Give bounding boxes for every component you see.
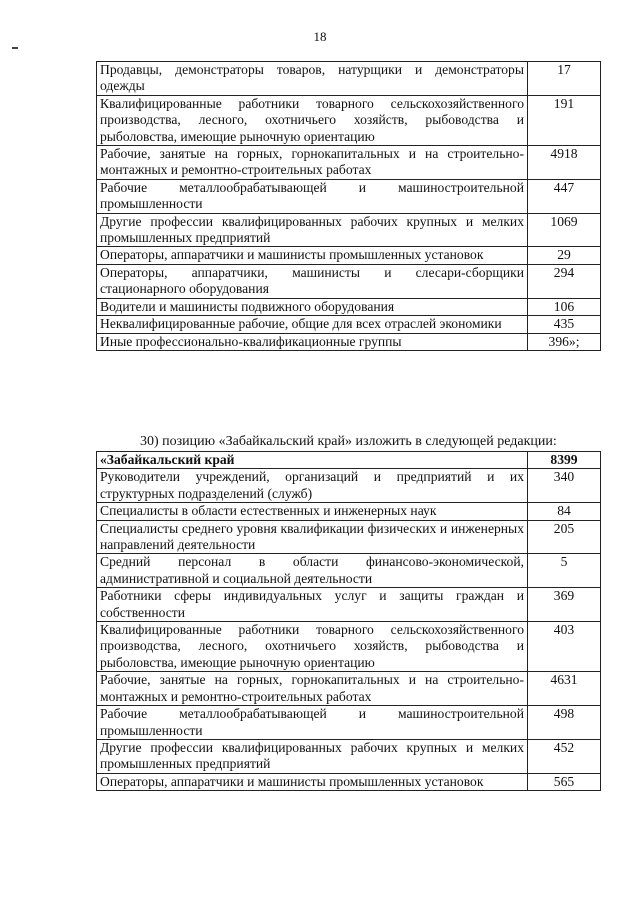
occupations-table-1 xyxy=(96,61,601,351)
region-name: «Забайкальский край xyxy=(97,452,528,469)
row-name: Специалисты среднего уровня квалификации физических и инженерных направлений деятельности xyxy=(97,520,528,554)
table-row xyxy=(97,520,601,554)
row-name: Операторы, аппаратчики, машинисты и слесари-сборщики стационарного оборудования xyxy=(97,264,528,298)
row-name: Рабочие металлообрабатывающей и машиностроительной промышленности xyxy=(97,706,528,740)
row-value: 84 xyxy=(528,503,601,520)
row-value: 565 xyxy=(528,773,601,790)
row-value: 498 xyxy=(528,706,601,740)
region-total: 8399 xyxy=(528,452,601,469)
row-name: Рабочие металлообрабатывающей и машиностроительной промышленности xyxy=(97,179,528,213)
row-name: Руководители учреждений, организаций и предприятий и их структурных подразделений (служб) xyxy=(97,469,528,503)
table-row xyxy=(97,298,601,315)
row-value: 396»; xyxy=(528,333,601,350)
table-row xyxy=(97,773,601,790)
row-name: Операторы, аппаратчики и машинисты промышленных установок xyxy=(97,773,528,790)
row-name: Продавцы, демонстраторы товаров, натурщики и демонстраторы одежды xyxy=(97,62,528,96)
row-value: 294 xyxy=(528,264,601,298)
table-row xyxy=(97,333,601,350)
table-row xyxy=(97,247,601,264)
table-row xyxy=(97,622,601,672)
table-row xyxy=(97,179,601,213)
row-name: Неквалифицированные рабочие, общие для всех отраслей экономики xyxy=(97,316,528,333)
row-name: Квалифицированные работники товарного сельскохозяйственного производства, лесного, охотничьего хозяйств, рыбоводства и рыболовства, имеющие рыночную ориентацию xyxy=(97,95,528,145)
page-number: 18 xyxy=(313,29,327,44)
row-name: Водители и машинисты подвижного оборудования xyxy=(97,298,528,315)
row-name: Рабочие, занятые на горных, горнокапитальных и на строительно-монтажных и ремонтно-строительных работах xyxy=(97,146,528,180)
row-value: 447 xyxy=(528,179,601,213)
table-row xyxy=(97,62,601,96)
table-row xyxy=(97,213,601,247)
table-row xyxy=(97,503,601,520)
row-value: 340 xyxy=(528,469,601,503)
table-row xyxy=(97,146,601,180)
table-row xyxy=(97,95,601,145)
row-value: 403 xyxy=(528,622,601,672)
table-row xyxy=(97,739,601,773)
row-name: Операторы, аппаратчики и машинисты промышленных установок xyxy=(97,247,528,264)
row-value: 17 xyxy=(528,62,601,96)
table-row xyxy=(97,588,601,622)
row-name: Рабочие, занятые на горных, горнокапитальных и на строительно-монтажных и ремонтно-строительных работах xyxy=(97,672,528,706)
row-name: Другие профессии квалифицированных рабочих крупных и мелких промышленных предприятий xyxy=(97,213,528,247)
amendment-paragraph: 30) позицию «Забайкальский край» изложить в следующей редакции: xyxy=(140,434,557,449)
row-value: 29 xyxy=(528,247,601,264)
row-name: Квалифицированные работники товарного сельскохозяйственного производства, лесного, охотничьего хозяйств, рыбоводства и рыболовства, имеющие рыночную ориентацию xyxy=(97,622,528,672)
row-name: Иные профессионально-квалификационные группы xyxy=(97,333,528,350)
row-value: 435 xyxy=(528,316,601,333)
row-value: 106 xyxy=(528,298,601,315)
row-value: 5 xyxy=(528,554,601,588)
margin-mark xyxy=(12,47,18,49)
row-value: 4631 xyxy=(528,672,601,706)
row-value: 205 xyxy=(528,520,601,554)
table-row xyxy=(97,554,601,588)
table-row xyxy=(97,316,601,333)
row-value: 452 xyxy=(528,739,601,773)
occupations-table-2 xyxy=(96,451,601,791)
table-header-row xyxy=(97,452,601,469)
row-name: Средний персонал в области финансово-экономической, административной и социальной деятельности xyxy=(97,554,528,588)
row-name: Специалисты в области естественных и инженерных наук xyxy=(97,503,528,520)
row-value: 369 xyxy=(528,588,601,622)
table-row xyxy=(97,672,601,706)
table-row xyxy=(97,469,601,503)
row-name: Работники сферы индивидуальных услуг и защиты граждан и собственности xyxy=(97,588,528,622)
row-value: 4918 xyxy=(528,146,601,180)
table-row xyxy=(97,264,601,298)
table-row xyxy=(97,706,601,740)
row-value: 191 xyxy=(528,95,601,145)
row-name: Другие профессии квалифицированных рабочих крупных и мелких промышленных предприятий xyxy=(97,739,528,773)
row-value: 1069 xyxy=(528,213,601,247)
